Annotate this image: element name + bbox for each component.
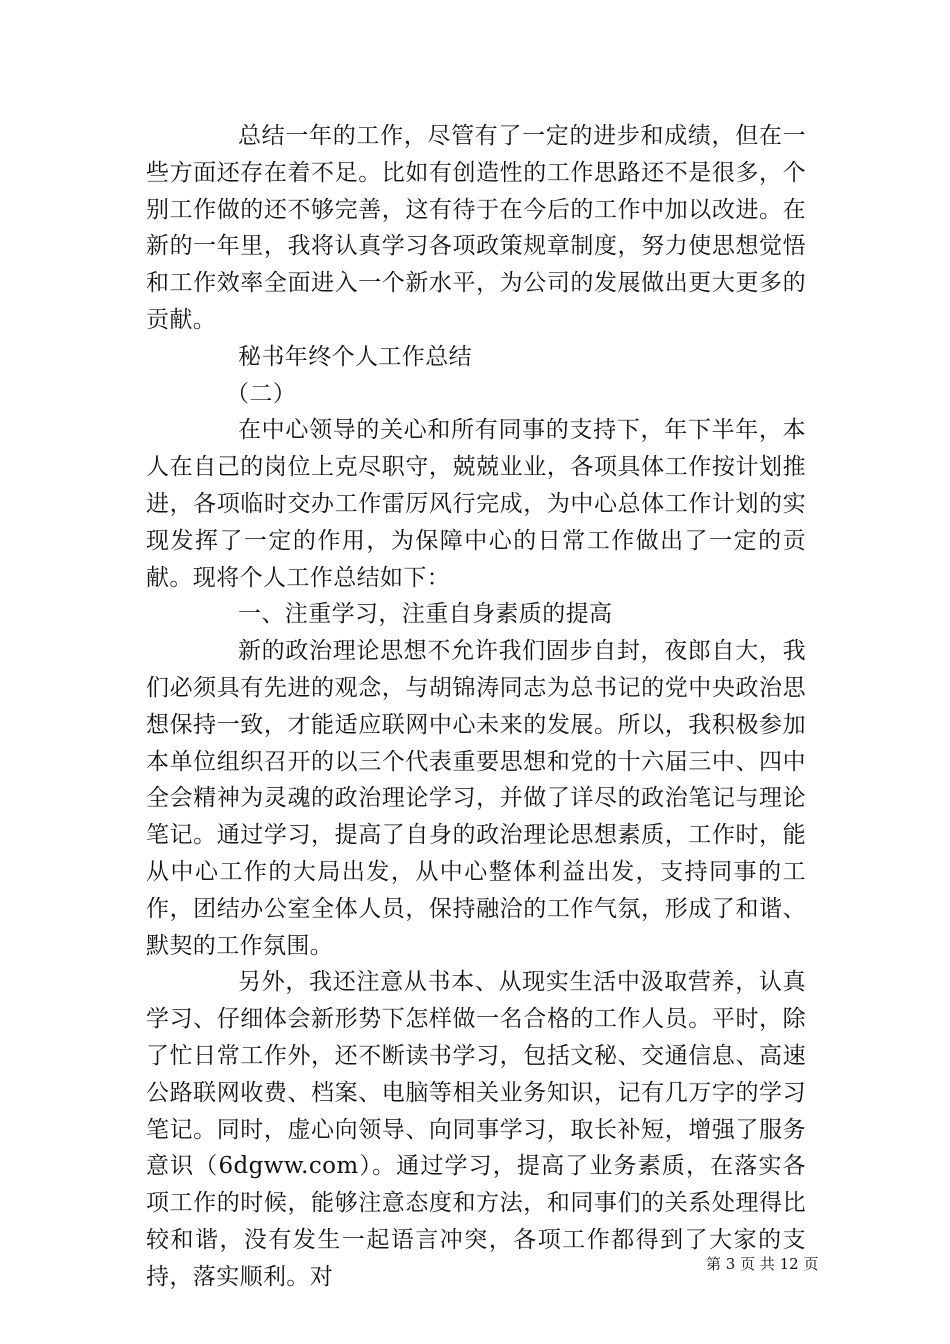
section-title: 秘书年终个人工作总结: [238, 343, 472, 370]
page-number: 第 3 页 共 12 页: [706, 1255, 819, 1273]
paragraph-study: 另外，我还注意从书本、从现实生活中汲取营养，认真学习、仔细体会新形势下怎样做一名合格的工作人员。平时，除了忙日常工作外，还不断读书学习，包括文秘、交通信息、高速公路联网收费、档案、电脑等相关业务知识，记有几万字的学习笔记。同时，虚心向领导、向同事学习，取长补短，增强了服务意识（6dgww.com）。通过学习，提高了业务素质，在落实各项工作的时候，能够注意态度和方法，和同事们的关系处理得比较和谐，没有发生一起语言冲突，各项工作都得到了大家的支持，落实顺利。对: [146, 969, 806, 1290]
paragraph-conclusion: 总结一年的工作，尽管有了一定的进步和成绩，但在一些方面还存在着不足。比如有创造性的工作思路还不是很多，个别工作做的还不够完善，这有待于在今后的工作中加以改进。在新的一年里，我将认真学习各项政策规章制度，努力使思想觉悟和工作效率全面进入一个新水平，为公司的发展做出更大更多的贡献。: [146, 123, 806, 333]
subsection-heading: 一、注重学习，注重自身素质的提高: [238, 601, 613, 628]
section-subtitle: （二）: [226, 380, 297, 407]
paragraph-politics: 新的政治理论思想不允许我们固步自封，夜郎自大，我们必须具有先进的观念，与胡锦涛同志为总书记的党中央政治思想保持一致，才能适应联网中心未来的发展。所以，我积极参加本单位组织召开的以三个代表重要思想和党的十六届三中、四中全会精神为灵魂的政治理论学习，并做了详尽的政治笔记与理论笔记。通过学习，提高了自身的政治理论思想素质，工作时，能从中心工作的大局出发，从中心整体利益出发，支持同事的工作，团结办公室全体人员，保持融洽的工作气氛，形成了和谐、默契的工作氛围。: [146, 638, 806, 959]
paragraph-intro: 在中心领导的关心和所有同事的支持下，年下半年，本人在自己的岗位上克尽职守，兢兢业业，各项具体工作按计划推进，各项临时交办工作雷厉风行完成，为中心总体工作计划的实现发挥了一定的作用，为保障中心的日常工作做出了一定的贡献。现将个人工作总结如下：: [146, 417, 806, 591]
document-body: [146, 118, 806, 1296]
